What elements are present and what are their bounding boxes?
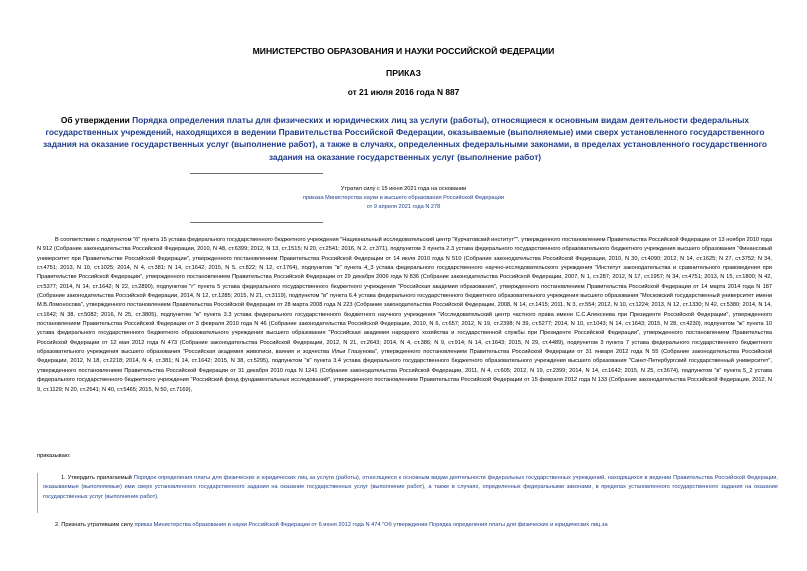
validity-note-line1: Утратил силу с 15 июня 2021 года на основании	[340, 186, 467, 192]
preamble-text: В соответствии с подпунктом "б" пункта 15 устава федерального государственного бюджетного учреждения "Национальный исследовательский центр "Курчатовский институт"", утвержденного постановлением Правительства Российской Федерации от 13 ноября 2010 года N 912 (Собрание законодательства Российской Федерации, 2010, N 48, ст.6399; 2012, N 13, ст.1515; N 20, ст.2541; 2016, N 2, ст.371), подпунктом 3 пункта 2.3 устава федерального государственного образовательного бюджетного учреждения высшего образования "Финансовый университет при Правительстве Российской Федерации", утвержденного постановлением Правительства Российской Федерации от 14 июля 2010 года N 510 (Собрание законодательства Российской Федерации, 2010, N 30, ст.4090; 2012, N 14, ст.1625; N 27, ст.3752; N 34, ст.4751; 2013, N 10, ст.1025; 2014, N 4, ст.381; N 14, ст.1642; 2015, N 5, ст.822; N 12, ст.1764), подпунктом "в" пункта 4_3 устава федерального государственного научно-исследовательского учреждения "Институт законодательства и сравнительного правоведения при Правительстве Российской Федерации", утвержденного постановлением Правительства Российской Федерации от 29 декабря 2006 года N 836 (Собрание законодательства Российской Федерации, 2007, N 1, ст.287; 2012, N 17, ст.1957; N 34, ст.4751; 2013, N 15, ст.1800; N 42, ст.5377; 2014, N 14, ст.1642; N 22, ст.2890), подпунктом "г" пункта 5 устава федерального государственного бюджетного учреждения "Российская академия образования", утвержденного постановлением Правительства Российской Федерации от 14 марта 2014 года N 187 (Собрание законодательства Российской Федерации, 2014, N 12, ст.1285; 2015, N 21, ст.3119), подпунктом "в" пункта 6.4 устава федерального государственного бюджетного образовательного учреждения высшего образования "Московский государственный университет имени М.В.Ломоносова", утвержденного постановлением Правительства Российской Федерации от 28 марта 2008 года N 223 (Собрание законодательства Российской Федерации, 2008, N 14, ст.1415; 2011, N 3, ст.554; 2012, N 10, ст.1224; 2013, N 12, ст.1330; N 42, ст.5380; 2014, N 14, ст.1642; N 38, ст.5082; 2016, N 25, ст.3805), подпунктом "в" пункта 3.3 устава федерального государственного бюджетного научного учреждения "Исследовательский центр частного права имени С.С.Алексеева при Президенте Российской Федерации", утвержденного постановлением Правительства Российской Федерации от 3 февраля 2010 года N 46 (Собрание законодательства Российской Федерации, 2010, N 6, ст.657; 2012, N 19, ст.2398; N 39, ст.5277; 2014, N 10, ст.1043; N 14, ст.1643; 2015, N 28, ст.4230), подпунктом "ж" пункта 10 устава федерального государственного бюджетного образовательного учреждения высшего образования "Российская академия народного хозяйства и государственной службы при Президенте Российской Федерации", утвержденного постановлением Правительства Российской Федерации от 12 мая 2012 года N 473 (Собрание законодательства Российской Федерации, 2012, N 21, ст.2643; 2014, N 4, ст.386; N 9, ст.914; N 14, ст.1643; 2015, N 29, ст.4489), подпунктом 3 пункта 7 устава федерального государственного бюджетного образовательного учреждения высшего образования "Российская академия живописи, ваяния и зодчества Ильи Глазунова", утвержденного постановлением Правительства Российской Федерации от 31 января 2012 года N 55 (Собрание законодательства Российской Федерации, 2012, N 18, ст.2218; 2014, N 4, ст.381; N 14, ст.1642; 2015, N 38, ст.5295), подпунктом "в" пункта 3.4 устава федерального государственного бюджетного образовательного учреждения высшего образования "Санкт-Петербургский государственный университет", утвержденного постановлением Правительства Российской Федерации от 31 декабря 2010 года N 1241 (Собрание законодательства Российской Федерации, 2011, N 4, ст.605; 2012, N 19, ст.2399; 2014, N 14, ст.1642; 2015, N 25, ст.3674), подпунктом "в" пункта 5_2 устава федерального государственного бюджетного учреждения "Российский фонд фундаментальных исследований", утвержденного постановлением Правительства Российской Федерации от 15 февраля 2012 года N 133 (Собрание законодательства Российской Федерации, 2012, N 9, ст.1129; N 20, ст.2541; N 40, ст.5465; 2015, N 50, ст.7169),	[37, 237, 772, 393]
orders-word: приказываю:	[37, 453, 71, 459]
item2-prefix: 2. Признать утратившим силу	[55, 522, 133, 528]
item2-link[interactable]: приказ Министерства образования и науки Российской Федерации от 6 июня 2012 года N 474 "Об утверждении Порядка определения платы для физических и юридических лиц за	[134, 522, 608, 528]
divider-bottom	[190, 222, 323, 223]
preamble-paragraph	[37, 236, 772, 395]
item1-paragraph	[43, 474, 778, 502]
item2-paragraph	[37, 521, 782, 530]
doc-type-heading: ПРИКАЗ	[386, 68, 421, 78]
doc-date-number: от 21 июля 2016 года N 887	[347, 87, 460, 97]
validity-note-link[interactable]: приказа Министерства науки и высшего образования Российской Федерации	[303, 195, 504, 201]
item1-prefix: 1. Утвердить прилагаемый	[61, 475, 132, 481]
title-prefix: Об утверждении	[60, 115, 130, 125]
divider-top	[190, 173, 323, 174]
ministry-heading: МИНИСТЕРСТВО ОБРАЗОВАНИЯ И НАУКИ РОССИЙСКОЙ ФЕДЕРАЦИИ	[252, 46, 555, 56]
title-link[interactable]: Порядка определения платы для физических и юридических лиц за услуги (работы), относящиеся к основным видам деятельности федеральных государственных учреждений, находящихся в ведении Правительства Российской Федерации, оказываемые (выполняемые) ими сверх установленного государственного задания на оказание государственных услуг (выполнение работ), а также в случаях, определенных федеральными законами, в пределах установленного государственного задания на оказание государственных услуг (выполнение работ)	[43, 115, 767, 162]
document-title	[40, 114, 770, 163]
item1-link[interactable]: Порядок определения платы для физических и юридических лиц за услуги (работы), относящиеся к основным видам деятельности федеральных государственных учреждений, находящихся в ведении Правительства Российской Федерации, оказываемые (выполняемые) ими сверх установленного государственного задания на оказание государственных услуг (выполнение работ), а также в случаях, определенных федеральными законами, в пределах установленного государственного задания на оказание государственных услуг (выполнение работ).	[43, 475, 779, 500]
validity-note-link-date[interactable]: от 9 апреля 2021 года N 278	[366, 204, 441, 210]
